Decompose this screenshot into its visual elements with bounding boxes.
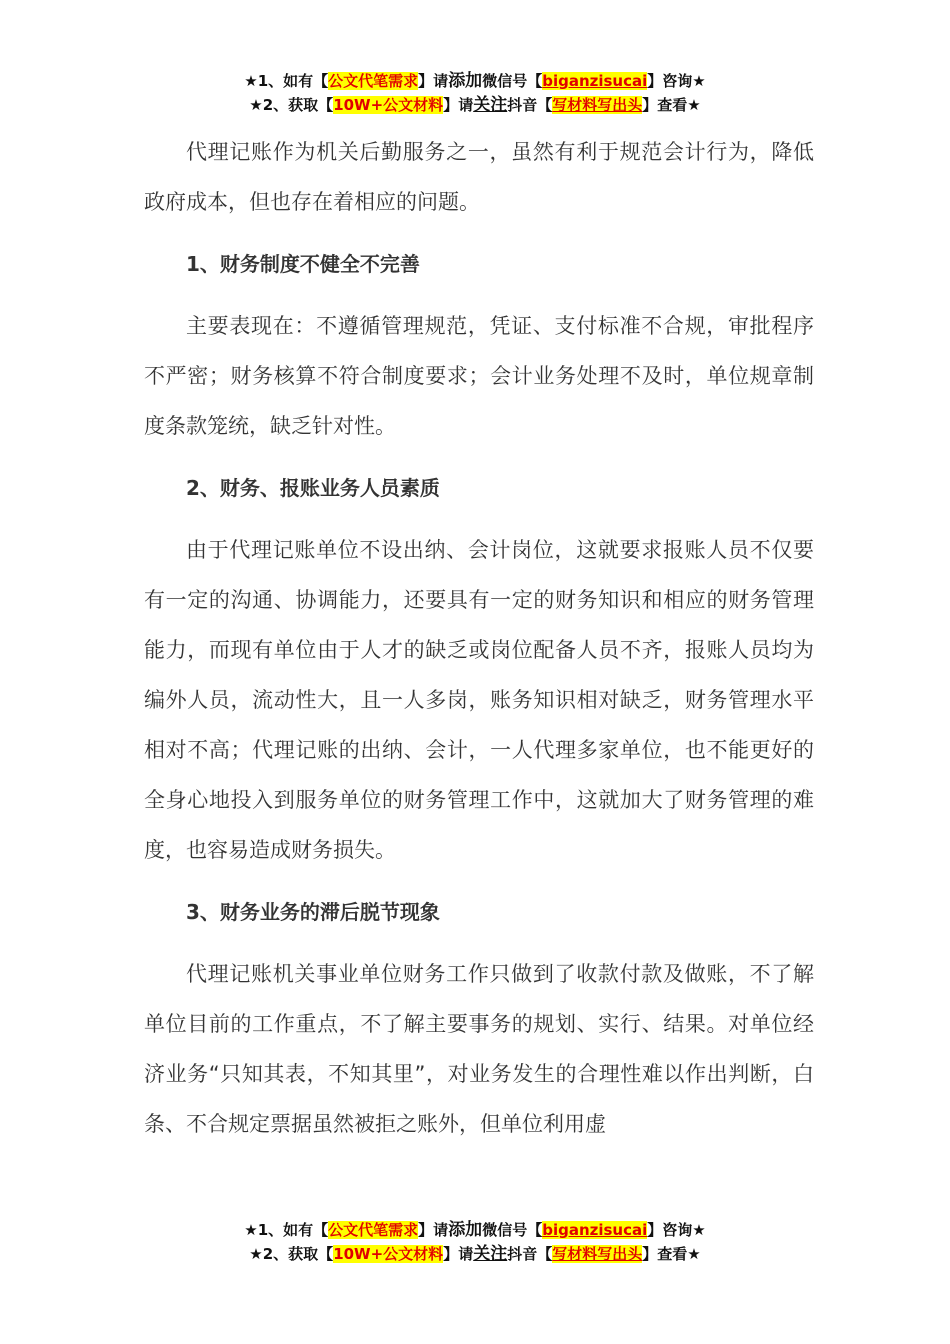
section-heading-2: 2、财务、报账业务人员素质 — [186, 476, 440, 500]
banner-text: 】查看★ — [642, 1245, 701, 1263]
wechat-id: biganzisucai — [542, 72, 648, 90]
banner-text: 微信号【 — [482, 72, 543, 90]
header-banner — [0, 69, 950, 117]
banner-emphasis: 添加 — [448, 1220, 483, 1240]
banner-emphasis: 添加 — [448, 71, 483, 91]
douyin-account: 写材料写出头 — [552, 1245, 643, 1263]
banner-line-1 — [0, 1218, 950, 1242]
banner-line-1 — [0, 69, 950, 93]
banner-text: 】请 — [418, 72, 449, 90]
banner-text: 】请 — [443, 96, 474, 114]
banner-text: 抖音【 — [507, 96, 553, 114]
banner-text: 】请 — [443, 1245, 474, 1263]
banner-highlight: 10W+公文材料 — [333, 1245, 444, 1263]
banner-highlight: 公文代笔需求 — [328, 72, 419, 90]
banner-emphasis: 关注 — [473, 95, 508, 115]
footer-banner — [0, 1218, 950, 1266]
banner-text: ★1、如有【 — [244, 1221, 329, 1239]
banner-text: 】咨询★ — [647, 72, 706, 90]
intro-paragraph: 代理记账作为机关后勤服务之一，虽然有利于规范会计行为，降低政府成本，但也存在着相应的问题。 — [144, 140, 814, 214]
section-body-3: 代理记账机关事业单位财务工作只做到了收款付款及做账，不了解单位目前的工作重点，不了解主要事务的规划、实行、结果。对单位经济业务“只知其表，不知其里”，对业务发生的合理性难以作出判断，白条、不合规定票据虽然被拒之账外，但单位利用虚 — [144, 962, 814, 1136]
banner-text: ★2、获取【 — [249, 1245, 334, 1263]
banner-highlight: 10W+公文材料 — [333, 96, 444, 114]
section-body-1: 主要表现在：不遵循管理规范，凭证、支付标准不合规，审批程序不严密；财务核算不符合制度要求；会计业务处理不及时，单位规章制度条款笼统，缺乏针对性。 — [144, 314, 814, 438]
banner-text: ★2、获取【 — [249, 96, 334, 114]
banner-text: ★1、如有【 — [244, 72, 329, 90]
banner-text: 】查看★ — [642, 96, 701, 114]
banner-text: 】请 — [418, 1221, 449, 1239]
banner-line-2 — [0, 93, 950, 117]
document-body — [144, 127, 814, 1149]
banner-highlight: 公文代笔需求 — [328, 1221, 419, 1239]
wechat-id: biganzisucai — [542, 1221, 648, 1239]
section-body-2: 由于代理记账单位不设出纳、会计岗位，这就要求报账人员不仅要有一定的沟通、协调能力，还要具有一定的财务知识和相应的财务管理能力，而现有单位由于人才的缺乏或岗位配备人员不齐，报账人员均为编外人员，流动性大，且一人多岗，账务知识相对缺乏，财务管理水平相对不高；代理记账的出纳、会计，一人代理多家单位，也不能更好的全身心地投入到服务单位的财务管理工作中，这就加大了财务管理的难度，也容易造成财务损失。 — [144, 538, 814, 862]
section-heading-1: 1、财务制度不健全不完善 — [186, 252, 420, 276]
banner-text: 】咨询★ — [647, 1221, 706, 1239]
banner-line-2 — [0, 1242, 950, 1266]
section-heading-3: 3、财务业务的滞后脱节现象 — [186, 900, 440, 924]
douyin-account: 写材料写出头 — [552, 96, 643, 114]
banner-text: 微信号【 — [482, 1221, 543, 1239]
banner-text: 抖音【 — [507, 1245, 553, 1263]
banner-emphasis: 关注 — [473, 1244, 508, 1264]
